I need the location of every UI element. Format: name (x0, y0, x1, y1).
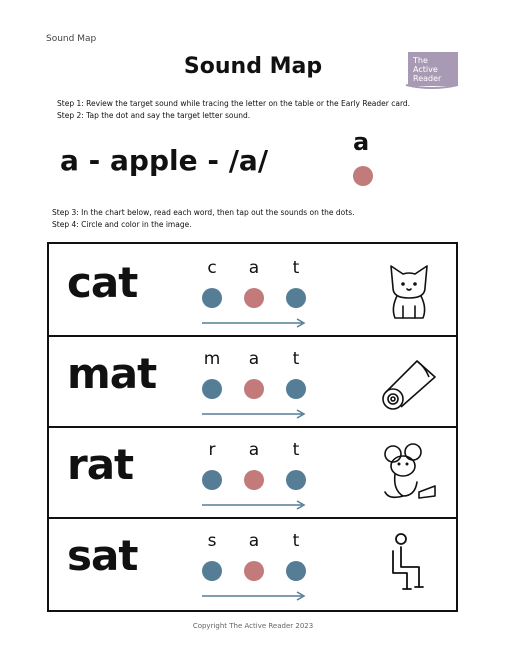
sound-dot-3[interactable] (286, 561, 306, 581)
row-letter-1: s (207, 531, 217, 551)
book-icon (404, 84, 460, 90)
target-sound-text: a - apple - /a/ (60, 144, 269, 177)
instruction-step-4: Step 4: Circle and color in the image. (52, 220, 192, 229)
instruction-step-3: Step 3: In the chart below, read each word, then tap out the sounds on the dots. (52, 208, 355, 217)
sound-dot-3[interactable] (286, 379, 306, 399)
sound-dot-1[interactable] (202, 379, 222, 399)
chart-row-sat (49, 517, 456, 608)
row-letter-1: c (207, 258, 217, 278)
row-letter-1: r (208, 440, 216, 460)
page-title: Sound Map (183, 54, 323, 79)
sound-dot-2[interactable] (244, 379, 264, 399)
row-letter-3: t (292, 531, 300, 551)
instructions-chart (52, 207, 355, 231)
instruction-step-2: Step 2: Tap the dot and say the target letter sound. (57, 111, 251, 120)
row-word: mat (67, 349, 157, 398)
sound-dot-1[interactable] (202, 470, 222, 490)
target-tap-dot[interactable] (353, 166, 373, 186)
sound-dot-1[interactable] (202, 561, 222, 581)
rat-icon[interactable] (379, 440, 439, 504)
arrow-icon (202, 409, 306, 419)
row-letter-2: a (248, 531, 260, 551)
logo-line-1: The (413, 56, 428, 65)
row-word: cat (67, 258, 138, 307)
sound-dot-2[interactable] (244, 561, 264, 581)
mat-icon[interactable] (379, 349, 439, 413)
row-letter-2: a (248, 440, 260, 460)
sound-dot-3[interactable] (286, 470, 306, 490)
instruction-step-1: Step 1: Review the target sound while tracing the letter on the table or the Early Reader card. (57, 99, 411, 108)
arrow-icon (202, 591, 306, 601)
sound-dot-2[interactable] (244, 288, 264, 308)
copyright-footer: Copyright The Active Reader 2023 (192, 622, 314, 630)
logo-line-2: Active (413, 65, 438, 74)
row-letter-2: a (248, 349, 260, 369)
instructions-top (57, 98, 410, 122)
row-letter-3: t (292, 258, 300, 278)
row-letter-3: t (292, 440, 300, 460)
sound-dot-3[interactable] (286, 288, 306, 308)
chart-row-rat (49, 426, 456, 519)
sound-chart (47, 242, 458, 612)
row-word: rat (67, 440, 134, 489)
sound-dot-1[interactable] (202, 288, 222, 308)
row-letter-2: a (248, 258, 260, 278)
chart-row-cat (49, 244, 456, 337)
sound-dot-2[interactable] (244, 470, 264, 490)
logo-line-3: Reader (413, 74, 442, 83)
header-small-title: Sound Map (46, 34, 97, 44)
row-letter-1: m (203, 349, 221, 369)
arrow-icon (202, 500, 306, 510)
sitting-person-icon[interactable] (379, 531, 439, 595)
row-letter-3: t (292, 349, 300, 369)
arrow-icon (202, 318, 306, 328)
target-letter: a (353, 128, 370, 156)
chart-row-mat (49, 335, 456, 428)
cat-icon[interactable] (379, 258, 439, 322)
brand-logo (408, 52, 458, 86)
row-word: sat (67, 531, 138, 580)
